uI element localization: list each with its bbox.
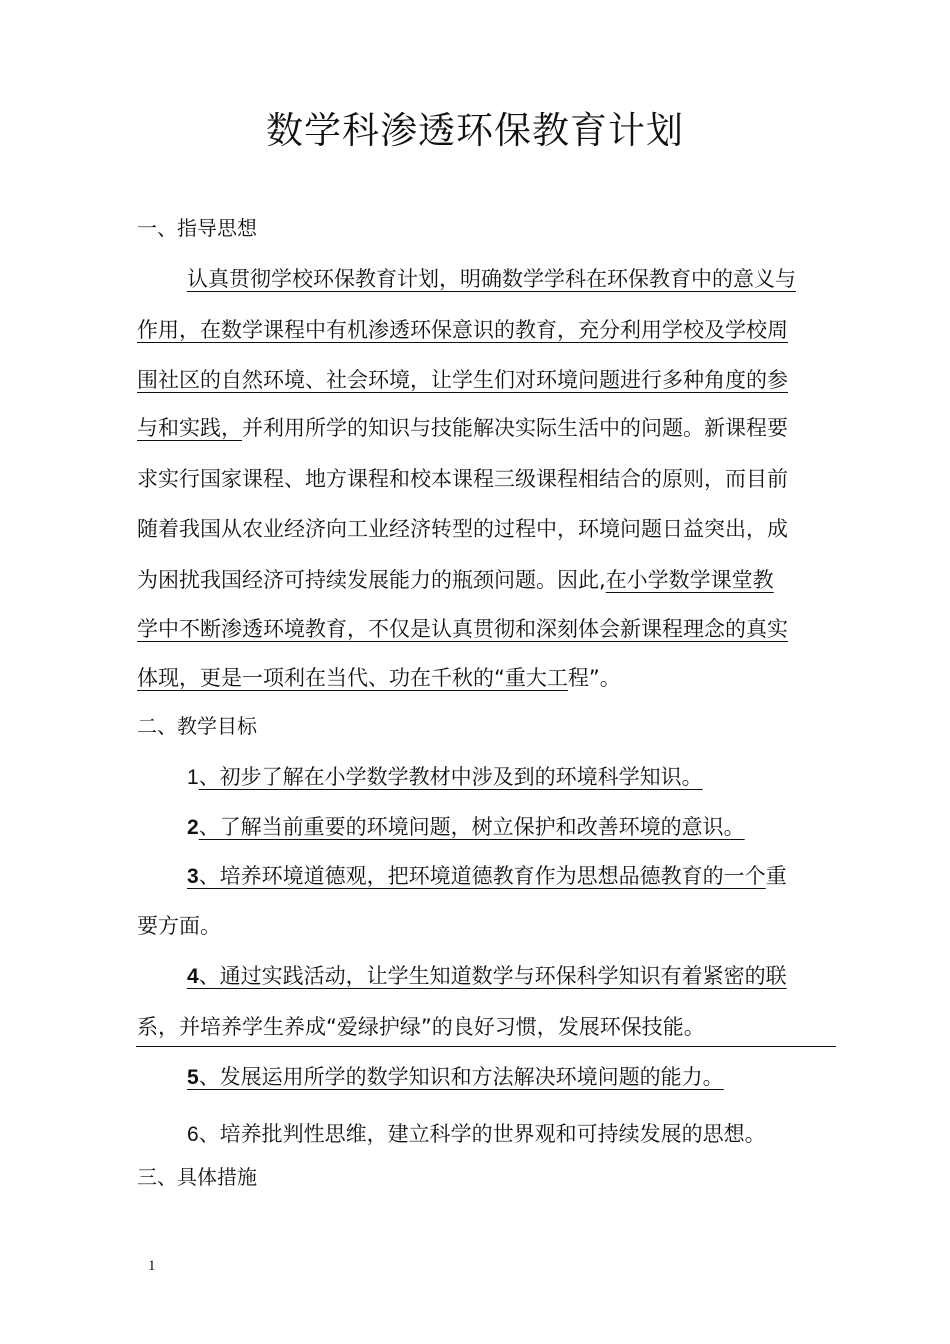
goal-number: 4	[187, 965, 199, 988]
horizontal-rule	[136, 1046, 836, 1047]
underlined-text: 在小学数学课堂教	[605, 568, 774, 592]
goal-item-1	[187, 763, 837, 792]
underlined-text: 作用，在数学课程中有机渗透环保意识的教育，充分利用学校及学校周	[137, 318, 788, 342]
goal-item-6	[187, 1120, 837, 1149]
goal-text: 、发展运用所学的数学知识和方法解决环境问题的能力。	[198, 1065, 724, 1089]
paragraph-line	[137, 664, 837, 692]
goal-text-tail: 重	[765, 864, 787, 888]
paragraph-line	[137, 366, 837, 394]
goal-item-3	[187, 862, 837, 891]
goal-item-4	[187, 962, 837, 991]
page-number: 1	[148, 1258, 156, 1274]
goal-number: 1	[187, 766, 199, 789]
goal-number: 5	[187, 1066, 199, 1089]
goal-text: 、了解当前重要的环境问题，树立保护和改善环境的意识。	[198, 815, 745, 839]
underlined-text: 学中不断渗透环境教育，不仅是认真贯彻和深刻体会新课程理念的真实	[137, 617, 788, 641]
document-title: 数学科渗透环保教育计划	[266, 109, 684, 152]
section-heading-teaching-goals: 二、教学目标	[137, 714, 257, 738]
plain-text: 为困扰我国经济可持续发展能力的瓶颈问题。因此,	[137, 568, 606, 592]
goal-text: 、培养批判性思维，建立科学的世界观和可持续发展的思想。	[198, 1122, 766, 1146]
goal-text: 、初步了解在小学数学教材中涉及到的环境科学知识。	[198, 765, 703, 789]
paragraph-line: 求实行国家课程、地方课程和校本课程三级课程相结合的原则，而目前	[137, 467, 788, 491]
section-heading-guiding-ideology: 一、指导思想	[137, 216, 257, 240]
paragraph-line	[187, 265, 837, 293]
goal-item-5	[187, 1063, 837, 1092]
section-heading-specific-measures: 三、具体措施	[137, 1165, 257, 1189]
plain-text: 程”。	[567, 666, 621, 690]
paragraph-line: 随着我国从农业经济向工业经济转型的过程中，环境问题日益突出，成	[137, 517, 788, 541]
underlined-text: 与和实践，	[137, 416, 242, 440]
plain-text: 并利用所学的知识与技能解决实际生活中的问题。新课程要	[242, 416, 788, 440]
goal-item-3-continuation: 要方面。	[137, 914, 221, 938]
goal-number: 2	[187, 816, 199, 839]
goal-item-2	[187, 813, 837, 842]
underlined-text: 认真贯彻学校环保教育计划，明确数学学科在环保教育中的意义与	[187, 267, 796, 291]
underlined-text: 围社区的自然环境、社会环境，让学生们对环境问题进行多种角度的参	[137, 368, 788, 392]
goal-number: 6	[187, 1123, 199, 1146]
paragraph-line	[137, 316, 837, 344]
paragraph-line	[137, 414, 837, 442]
goal-item-4-continuation: 系，并培养学生养成“爱绿护绿”的良好习惯，发展环保技能。	[137, 1015, 705, 1039]
underlined-text: 体现，更是一项利在当代、功在千秋的“重大工	[137, 666, 568, 690]
goal-number: 3	[187, 865, 199, 888]
paragraph-line	[137, 615, 837, 643]
goal-text: 、通过实践活动，让学生知道数学与环保科学知识有着紧密的联	[198, 964, 787, 988]
paragraph-line	[137, 566, 837, 594]
goal-text: 、培养环境道德观，把环境道德教育作为思想品德教育的一个	[198, 864, 766, 888]
